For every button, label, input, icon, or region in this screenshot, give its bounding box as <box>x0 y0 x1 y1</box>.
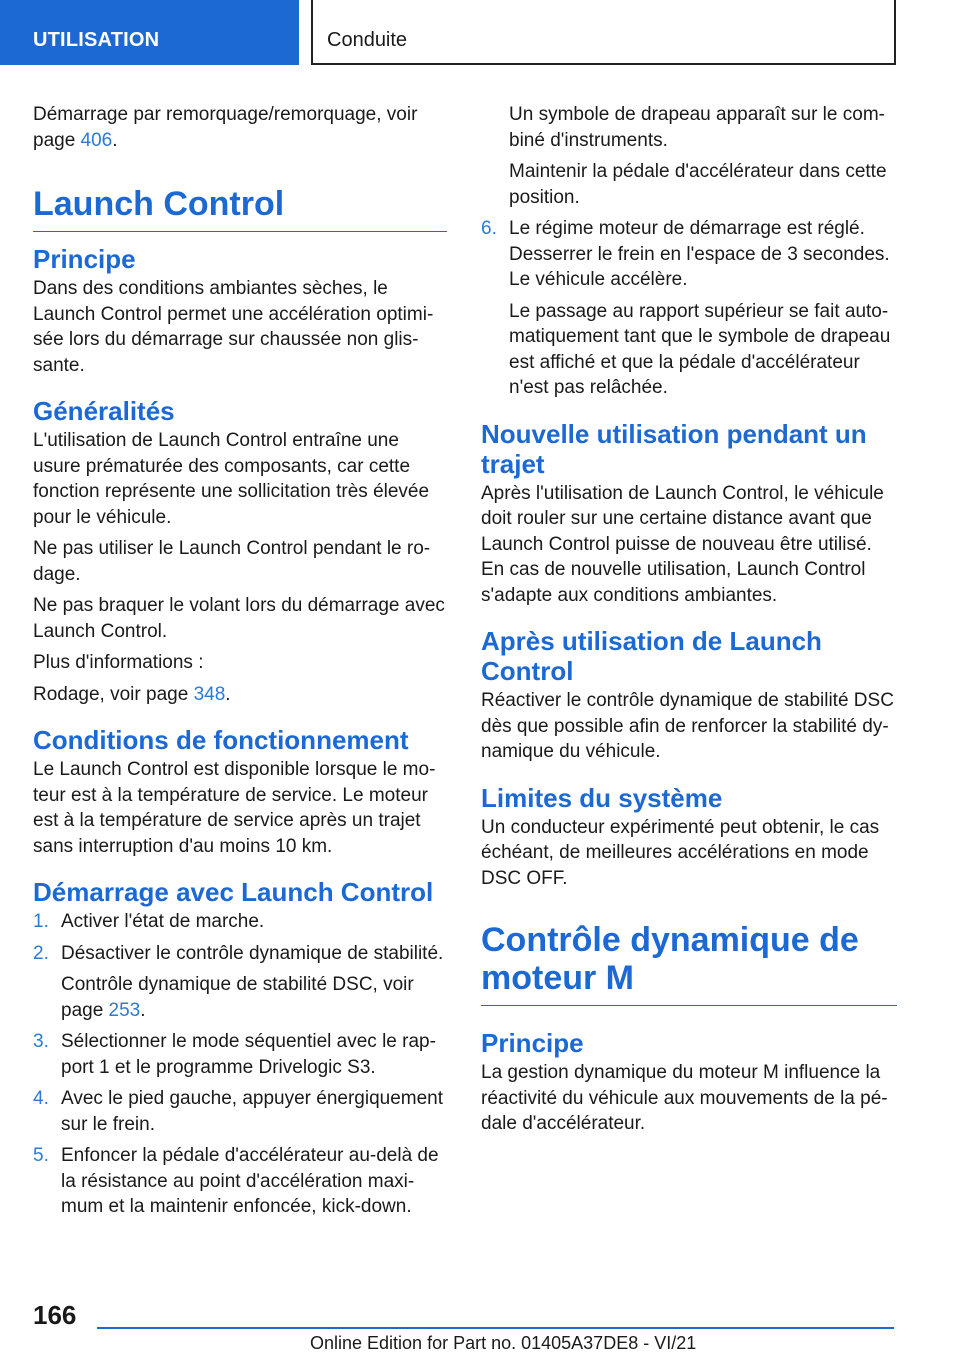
step-number: 2. <box>33 942 49 964</box>
heading-demarrage: Démarrage avec Launch Control <box>33 877 434 907</box>
step-text: Désactiver le contrôle dynamique de stabilité. <box>61 942 444 964</box>
generalites-paragraph-3: Ne pas braquer le volant lors du démarrage avec Launch Control. <box>33 595 445 642</box>
header-chapter-label: Conduite <box>327 29 408 51</box>
step5-cont-paragraph-2: Maintenir la pédale d'accélérateur dans cette position. <box>509 161 887 208</box>
principe-paragraph: Dans des conditions ambiantes sèches, le Launch Control permet une accélération optimi-sée lors du démarrage sur chaussée non glis-sante. <box>33 278 434 376</box>
conditions-paragraph: Le Launch Control est disponible lorsque le mo-teur est à la température de service. Le moteur est à la température de service après un trajet sans interruption d'au moins 10 km. <box>33 759 436 857</box>
heading-generalites: Généralités <box>33 396 175 426</box>
heading-conditions: Conditions de fonctionnement <box>33 725 409 755</box>
apres-paragraph: Réactiver le contrôle dynamique de stabilité DSC dès que possible afin de renforcer la stabilité dy-namique du véhicule. <box>481 690 894 762</box>
list-item <box>33 1086 447 1137</box>
step-text: Activer l'état de marche. <box>61 911 265 932</box>
right-column <box>481 102 897 1143</box>
heading-nouvelle-utilisation: Nouvelle utilisation pendant un trajet <box>481 418 867 479</box>
step-sub-text: Le passage au rapport supérieur se fait auto-matiquement tant que le symbole de drapeau est affiché et que la pédale d'accélérateur n'est pas relâchée. <box>509 300 891 398</box>
header-chapter-box <box>311 0 896 65</box>
footer-edition-text: Online Edition for Part no. 01405A37DE8 - VI/21 <box>310 1333 697 1353</box>
intro-text: Démarrage par remorquage/remorquage, voir page <box>33 104 418 151</box>
intro-paragraph: Démarrage par remorquage/remorquage, voir page 406. <box>33 104 418 151</box>
list-item <box>33 941 447 1024</box>
dsc-text: Contrôle dynamique de stabilité DSC, voir page <box>61 974 414 1021</box>
step5-continuation <box>481 102 897 210</box>
step-text: Sélectionner le mode séquentiel avec le rap-port 1 et le programme Drivelogic S3. <box>61 1031 436 1078</box>
limites-paragraph: Un conducteur expérimenté peut obtenir, le cas échéant, de meilleures accélérations en mode DSC OFF. <box>481 816 880 889</box>
generalites-paragraph-2: Ne pas utiliser le Launch Control pendant le ro-dage. <box>33 538 431 585</box>
page-link-406[interactable]: 406 <box>80 129 113 151</box>
footer-divider <box>97 1327 894 1329</box>
steps-list <box>33 909 447 1220</box>
step-number: 3. <box>33 1031 49 1052</box>
list-item <box>33 1029 447 1080</box>
step-text: Enfoncer la pédale d'accélérateur au-delà de la résistance au point d'accélération maxi-mum et la maintenir enfoncée, kick-down. <box>61 1145 439 1217</box>
nouvelle-paragraph: Après l'utilisation de Launch Control, le véhicule doit rouler sur une certaine distance avant que Launch Control puisse de nouveau être utilisé. En cas de nouvelle utilisation, Launch Control s'adapte aux conditions ambiantes. <box>481 482 884 606</box>
header-section-label: UTILISATION <box>33 29 160 51</box>
left-column <box>33 102 447 1226</box>
page-link-348[interactable]: 348 <box>193 683 226 705</box>
generalites-paragraph-4: Plus d'informations : <box>33 652 204 673</box>
step-text: Le régime moteur de démarrage est réglé. Desserrer le frein en l'espace de 3 secondes. Le véhicule accélère. <box>509 218 890 290</box>
step-sub-text: Contrôle dynamique de stabilité DSC, voir page 253. <box>61 974 414 1021</box>
heading-principe-m: Principe <box>481 1028 584 1058</box>
section-title-launch-control: Launch Control <box>33 185 447 232</box>
step-text: Avec le pied gauche, appuyer énergiquement sur le frein. <box>61 1088 444 1135</box>
step-number: 1. <box>33 911 49 932</box>
list-item <box>33 1143 447 1220</box>
heading-principe: Principe <box>33 244 136 274</box>
step-number: 6. <box>481 218 497 239</box>
step-number: 5. <box>33 1145 49 1166</box>
step-number: 4. <box>33 1088 49 1109</box>
heading-apres-utilisation: Après utilisation de Launch Control <box>481 626 822 686</box>
section-title-controle-dynamique: Contrôle dynamique de moteur M <box>481 921 897 1006</box>
generalites-paragraph-5: Rodage, voir page 348. <box>33 683 231 705</box>
heading-limites: Limites du système <box>481 782 723 813</box>
page-link-253[interactable]: 253 <box>108 999 141 1021</box>
steps-list-continued <box>481 216 897 401</box>
principe-m-paragraph: La gestion dynamique du moteur M influence la réactivité du véhicule aux mouvements de la pé-dale d'accélérateur. <box>481 1062 888 1134</box>
rodage-text: Rodage, voir page <box>33 683 194 705</box>
list-item <box>33 909 447 935</box>
header-section-tab <box>0 0 299 65</box>
step5-cont-paragraph-1: Un symbole de drapeau apparaît sur le com-biné d'instruments. <box>509 104 885 151</box>
list-item <box>481 216 897 401</box>
page-number: 166 <box>33 1300 77 1330</box>
generalites-paragraph-1: L'utilisation de Launch Control entraîne une usure prématurée des composants, car cette fonction représente une sollicitation très élevée pour le véhicule. <box>33 430 430 528</box>
